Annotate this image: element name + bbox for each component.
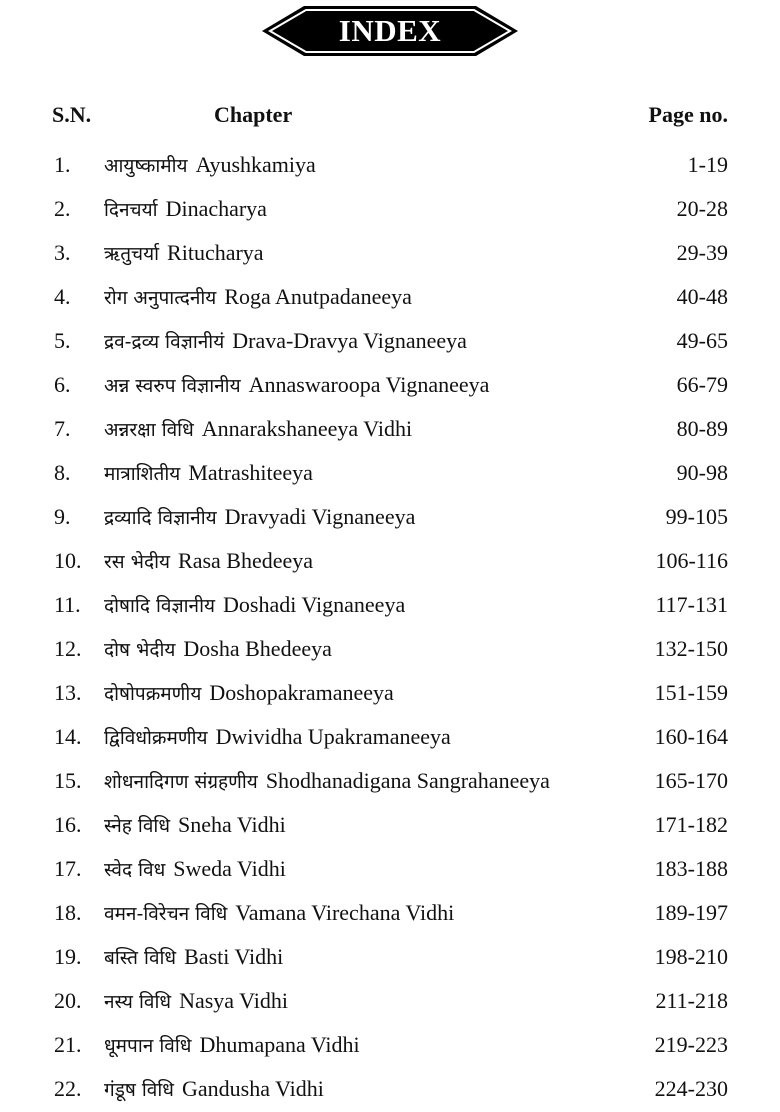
row-sn: 19. — [54, 944, 82, 969]
index-row — [0, 319, 780, 363]
row-pages: 160-164 — [654, 724, 728, 749]
index-row — [0, 143, 780, 187]
row-chapter — [104, 935, 283, 980]
chapter-english: Matrashiteeya — [188, 460, 313, 485]
row-sn: 7. — [54, 416, 71, 441]
chapter-english: Basti Vidhi — [184, 944, 284, 969]
chapter-english: Roga Anutpadaneeya — [224, 284, 412, 309]
row-chapter — [104, 627, 332, 672]
row-chapter — [104, 363, 489, 408]
row-pages: 198-210 — [654, 944, 728, 969]
index-row — [0, 231, 780, 275]
index-row — [0, 495, 780, 539]
chapter-hindi: दोष भेदीय — [104, 639, 176, 661]
row-chapter — [104, 847, 286, 892]
row-pages: 20-28 — [676, 196, 728, 221]
index-row — [0, 187, 780, 231]
chapter-hindi: वमन-विरेचन विधि — [104, 903, 228, 925]
chapter-english: Sneha Vidhi — [178, 812, 286, 837]
row-sn: 6. — [54, 372, 71, 397]
row-chapter — [104, 451, 313, 496]
chapter-english: Annarakshaneeya Vidhi — [201, 416, 413, 441]
row-pages: 29-39 — [676, 240, 728, 265]
chapter-english: Nasya Vidhi — [179, 988, 288, 1013]
chapter-hindi: अन्न स्वरुप विज्ञानीय — [104, 375, 241, 397]
chapter-english: Ritucharya — [167, 240, 264, 265]
row-chapter — [104, 187, 267, 232]
row-sn: 22. — [54, 1076, 82, 1101]
row-sn: 11. — [54, 592, 81, 617]
header-chapter: Chapter — [214, 102, 293, 127]
chapter-hindi: अन्नरक्षा विधि — [104, 419, 194, 441]
row-sn: 9. — [54, 504, 71, 529]
chapter-english: Drava-Dravya Vignaneeya — [232, 328, 467, 353]
row-chapter — [104, 715, 451, 760]
chapter-hindi: द्रव्यादि विज्ञानीय — [104, 507, 217, 529]
index-row — [0, 583, 780, 627]
chapter-english: Doshopakramaneeya — [209, 680, 394, 705]
chapter-english: Gandusha Vidhi — [181, 1076, 324, 1101]
row-pages: 151-159 — [654, 680, 728, 705]
chapter-english: Dinacharya — [165, 196, 267, 221]
header-sn: S.N. — [52, 102, 92, 127]
index-row — [0, 759, 780, 803]
row-chapter — [104, 891, 454, 936]
row-chapter — [104, 407, 412, 452]
chapter-hindi: दोषोपक्रमणीय — [104, 683, 202, 705]
chapter-english: Dravyadi Vignaneeya — [224, 504, 416, 529]
row-chapter — [104, 671, 394, 716]
row-sn: 2. — [54, 196, 71, 221]
index-row — [0, 363, 780, 407]
row-sn: 16. — [54, 812, 82, 837]
row-pages: 165-170 — [654, 768, 728, 793]
row-sn: 1. — [54, 152, 71, 177]
chapter-english: Sweda Vidhi — [173, 856, 286, 881]
row-sn: 14. — [54, 724, 82, 749]
chapter-hindi: बस्ति विधि — [104, 947, 177, 969]
chapter-hindi: द्रव-द्रव्य विज्ञानीयं — [104, 331, 225, 353]
index-list — [0, 143, 780, 1111]
index-banner — [262, 5, 518, 57]
chapter-hindi: ऋतुचर्या — [104, 243, 160, 265]
row-pages: 80-89 — [676, 416, 728, 441]
chapter-hindi: दोषादि विज्ञानीय — [104, 595, 216, 617]
row-chapter — [104, 231, 264, 276]
row-chapter — [104, 759, 550, 804]
index-row — [0, 1067, 780, 1111]
index-row — [0, 407, 780, 451]
row-pages: 211-218 — [655, 988, 728, 1013]
column-headers — [0, 102, 780, 132]
index-row — [0, 671, 780, 715]
index-row — [0, 935, 780, 979]
index-row — [0, 1023, 780, 1067]
index-row — [0, 539, 780, 583]
chapter-hindi: रोग अनुपात्दनीय — [104, 287, 217, 309]
chapter-english: Rasa Bhedeeya — [178, 548, 314, 573]
chapter-hindi: शोधनादिगण संग्रहणीय — [104, 771, 258, 793]
row-pages: 106-116 — [655, 548, 728, 573]
header-page-no: Page no. — [648, 102, 728, 127]
index-row — [0, 451, 780, 495]
row-pages: 99-105 — [665, 504, 728, 529]
row-sn: 21. — [54, 1032, 82, 1057]
row-sn: 13. — [54, 680, 82, 705]
chapter-hindi: दिनचर्या — [104, 199, 158, 221]
chapter-english: Dwividha Upakramaneeya — [215, 724, 451, 749]
chapter-hindi: स्नेह विधि — [104, 815, 171, 837]
row-pages: 40-48 — [676, 284, 728, 309]
row-pages: 183-188 — [654, 856, 728, 881]
row-sn: 5. — [54, 328, 71, 353]
chapter-english: Dhumapana Vidhi — [199, 1032, 360, 1057]
row-pages: 1-19 — [687, 152, 728, 177]
row-pages: 90-98 — [676, 460, 728, 485]
chapter-hindi: मात्राशितीय — [104, 463, 181, 485]
row-chapter — [104, 319, 467, 364]
row-pages: 66-79 — [676, 372, 728, 397]
chapter-hindi: स्वेद विध — [104, 859, 166, 881]
row-chapter — [104, 979, 288, 1024]
row-sn: 17. — [54, 856, 82, 881]
chapter-hindi: नस्य विधि — [104, 991, 172, 1013]
row-chapter — [104, 495, 415, 540]
chapter-hindi: गंडूष विधि — [104, 1079, 174, 1101]
chapter-hindi: आयुष्कामीय — [104, 155, 188, 177]
row-sn: 8. — [54, 460, 71, 485]
row-pages: 219-223 — [654, 1032, 728, 1057]
row-sn: 10. — [54, 548, 82, 573]
row-chapter — [104, 1067, 324, 1112]
row-sn: 20. — [54, 988, 82, 1013]
index-row — [0, 275, 780, 319]
index-row — [0, 847, 780, 891]
row-sn: 18. — [54, 900, 82, 925]
row-chapter — [104, 803, 286, 848]
chapter-hindi: रस भेदीय — [104, 551, 171, 573]
row-pages: 171-182 — [654, 812, 728, 837]
index-row — [0, 627, 780, 671]
row-sn: 4. — [54, 284, 71, 309]
index-row — [0, 803, 780, 847]
row-chapter — [104, 143, 316, 188]
row-pages: 49-65 — [676, 328, 728, 353]
chapter-hindi: द्विविधोक्रमणीय — [104, 727, 208, 749]
row-sn: 3. — [54, 240, 71, 265]
index-title: INDEX — [338, 13, 442, 48]
row-chapter — [104, 583, 405, 628]
row-chapter — [104, 275, 412, 320]
index-row — [0, 979, 780, 1023]
chapter-english: Shodhanadigana Sangrahaneeya — [265, 768, 550, 793]
row-pages: 189-197 — [654, 900, 728, 925]
row-sn: 12. — [54, 636, 82, 661]
chapter-hindi: धूमपान विधि — [104, 1035, 192, 1057]
row-chapter — [104, 1023, 360, 1068]
row-pages: 117-131 — [655, 592, 728, 617]
index-row — [0, 891, 780, 935]
chapter-english: Annaswaroopa Vignaneeya — [248, 372, 490, 397]
chapter-english: Vamana Virechana Vidhi — [235, 900, 455, 925]
chapter-english: Dosha Bhedeeya — [183, 636, 332, 661]
index-row — [0, 715, 780, 759]
row-pages: 132-150 — [654, 636, 728, 661]
chapter-english: Ayushkamiya — [195, 152, 316, 177]
row-chapter — [104, 539, 313, 584]
row-pages: 224-230 — [654, 1076, 728, 1101]
chapter-english: Doshadi Vignaneeya — [223, 592, 406, 617]
row-sn: 15. — [54, 768, 82, 793]
